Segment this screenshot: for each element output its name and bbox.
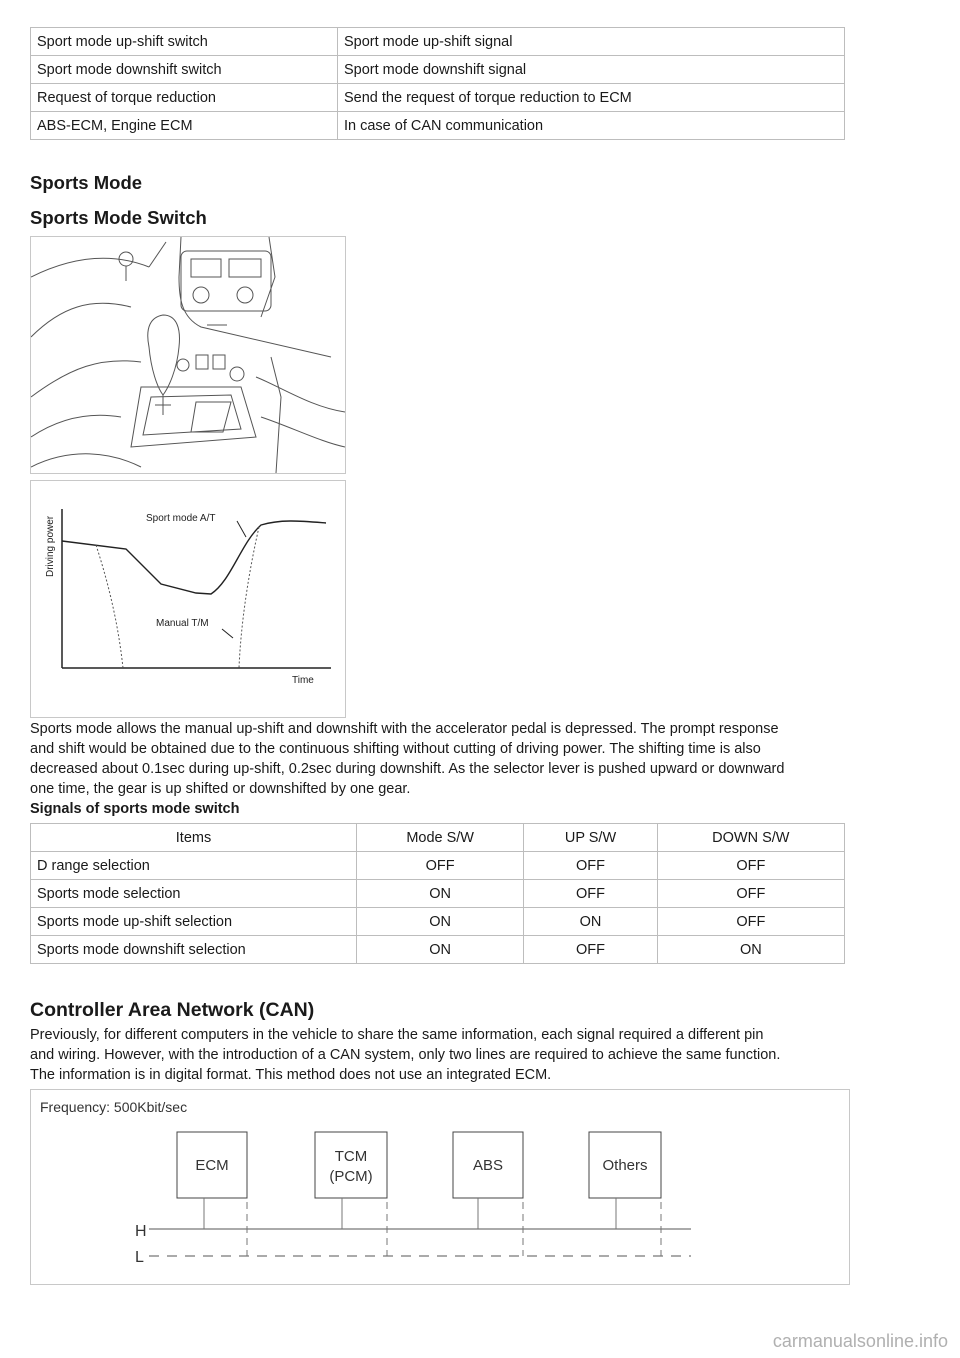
table-cell: OFF (657, 852, 844, 880)
signals-subheading: Signals of sports mode switch (30, 801, 240, 817)
table-cell: Sport mode downshift switch (31, 56, 338, 84)
table-row (31, 880, 845, 908)
paragraph-line: and shift would be obtained due to the continuous shifting without cutting of driving power. The shifting time is also (30, 741, 761, 757)
can-low-label: L (135, 1249, 144, 1266)
heading-can: Controller Area Network (CAN) (30, 999, 315, 1021)
table-cell: OFF (657, 908, 844, 936)
y-axis-label: Driving power (45, 515, 56, 577)
node-connectors (204, 1198, 661, 1256)
table-header-row (31, 824, 845, 852)
table-cell: OFF (524, 936, 657, 964)
table-cell: ON (524, 908, 657, 936)
driving-power-chart (31, 481, 345, 717)
table-cell: OFF (524, 880, 657, 908)
tcm-node (315, 1132, 387, 1198)
can-high-label: H (135, 1223, 147, 1240)
x-axis-label: Time (292, 675, 314, 686)
table-header-cell: Items (31, 824, 357, 852)
table-cell: D range selection (31, 852, 357, 880)
table-cell: ON (357, 880, 524, 908)
manual-shift-dotted-1 (96, 545, 123, 668)
table-cell: Send the request of torque reduction to ECM (338, 84, 845, 112)
can-bus-drawing (31, 1090, 849, 1284)
table-row (31, 112, 845, 140)
manual-label-arrow (222, 629, 233, 638)
node-label: TCM (334, 1148, 368, 1165)
table-cell: Sport mode up-shift signal (338, 28, 845, 56)
table-cell: In case of CAN communication (338, 112, 845, 140)
table-cell: ON (357, 908, 524, 936)
table-row (31, 908, 845, 936)
table-header-cell: DOWN S/W (657, 824, 844, 852)
can-diagram (30, 1089, 850, 1285)
ecm-node (177, 1132, 247, 1198)
shifter-illustration (30, 236, 346, 474)
paragraph-line: Previously, for different computers in the vehicle to share the same information, each signal required a different pin (30, 1027, 764, 1043)
shifter-drawing (31, 237, 345, 473)
table-cell: Sports mode selection (31, 880, 357, 908)
table-row (31, 56, 845, 84)
paragraph-line: decreased about 0.1sec during up-shift, 0.2sec during downshift. As the selector lever is pushed upward or downward (30, 761, 785, 777)
table-header-cell: UP S/W (524, 824, 657, 852)
driving-power-curve (62, 521, 326, 594)
paragraph-line: The information is in digital format. This method does not use an integrated ECM. (30, 1067, 552, 1083)
heading-sports-mode-switch: Sports Mode Switch (30, 207, 207, 228)
sport-mode-label: Sport mode A/T (146, 513, 216, 524)
node-label: Others (602, 1157, 648, 1174)
table-cell: OFF (524, 852, 657, 880)
paragraph-line: one time, the gear is up shifted or downshifted by one gear. (30, 781, 411, 797)
table-row (31, 852, 845, 880)
sports-mode-description (30, 719, 830, 819)
others-node (589, 1132, 661, 1198)
node-label: ABS (472, 1157, 504, 1174)
table-cell: Sport mode downshift signal (338, 56, 845, 84)
table-cell: OFF (357, 852, 524, 880)
table-cell: Sports mode downshift selection (31, 936, 357, 964)
table-cell: ON (657, 936, 844, 964)
signals-table (30, 27, 845, 140)
switch-signals-table (30, 823, 845, 964)
paragraph-line: Sports mode allows the manual up-shift and downshift with the accelerator pedal is depressed. The prompt response (30, 721, 779, 737)
node-label: ECM (195, 1157, 229, 1174)
manual-tm-label: Manual T/M (156, 618, 209, 629)
table-cell: Request of torque reduction (31, 84, 338, 112)
sport-label-arrow (237, 521, 246, 537)
table-cell: ABS-ECM, Engine ECM (31, 112, 338, 140)
abs-node (453, 1132, 523, 1198)
heading-sports-mode: Sports Mode (30, 172, 143, 193)
table-cell: Sports mode up-shift selection (31, 908, 357, 936)
manual-shift-dotted-2 (239, 527, 259, 668)
table-header-cell: Mode S/W (357, 824, 524, 852)
watermark: carmanualsonline.info (772, 1331, 948, 1351)
table-row (31, 28, 845, 56)
paragraph-line: and wiring. However, with the introduction of a CAN system, only two lines are required to achieve the same function. (30, 1047, 781, 1063)
node-sublabel: (PCM) (329, 1168, 373, 1185)
table-cell: OFF (657, 880, 844, 908)
table-row (31, 936, 845, 964)
table-cell: ON (357, 936, 524, 964)
can-description (30, 1025, 830, 1085)
table-row (31, 84, 845, 112)
driving-power-figure (30, 480, 346, 718)
table-cell: Sport mode up-shift switch (31, 28, 338, 56)
frequency-label: Frequency: 500Kbit/sec (40, 1099, 188, 1115)
